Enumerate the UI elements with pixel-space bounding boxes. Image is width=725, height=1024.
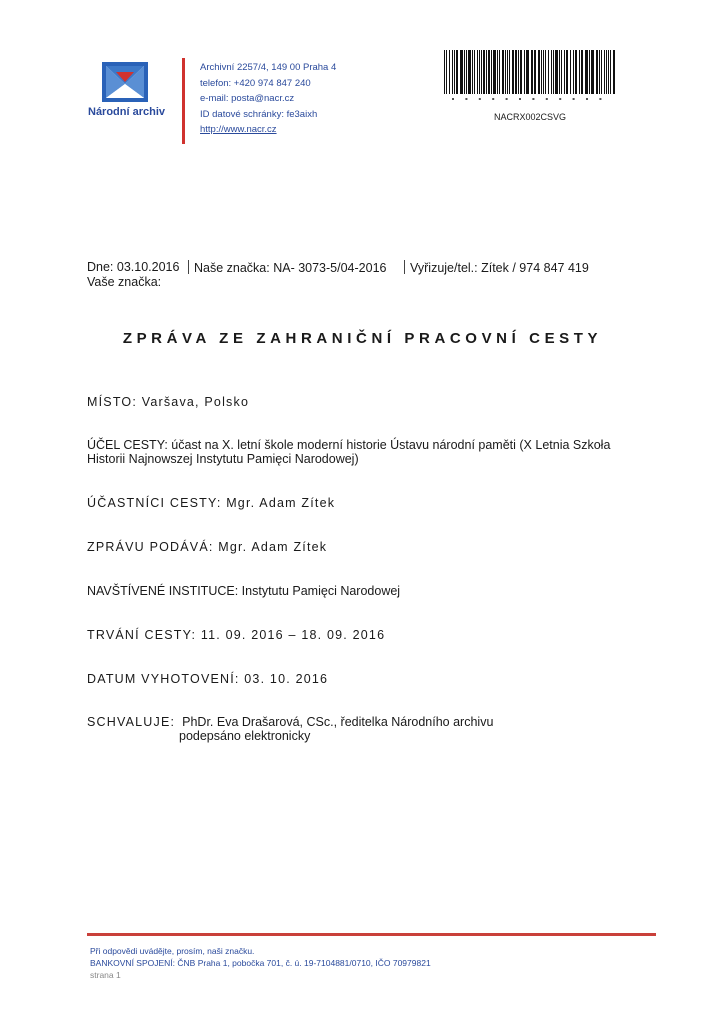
institutions-value: Instytutu Pamięci Narodowej xyxy=(241,584,401,598)
field-institutions xyxy=(87,584,400,598)
logo xyxy=(88,62,168,118)
field-approved xyxy=(87,715,493,743)
page-title: ZPRÁVA ZE ZAHRANIČNÍ PRACOVNÍ CESTY xyxy=(122,330,603,347)
meta-date: Dne: 03.10.2016 xyxy=(87,260,180,274)
reporter-value: Mgr. Adam Zítek xyxy=(218,540,328,554)
page-number: strana 1 xyxy=(90,970,121,980)
place-label: MÍSTO: xyxy=(87,395,138,409)
field-created xyxy=(87,672,328,686)
meta-our-ref xyxy=(188,260,386,275)
phone: telefon: +420 974 847 240 xyxy=(200,77,311,89)
our-ref-text: Naše značka: NA- 3073-5/04-2016 xyxy=(194,261,387,275)
field-duration xyxy=(87,628,385,642)
handler-text: Vyřizuje/tel.: Zítek / 974 847 419 xyxy=(410,261,589,275)
email: e-mail: posta@nacr.cz xyxy=(200,93,295,104)
meta-handler xyxy=(404,260,589,275)
field-reporter xyxy=(87,540,327,554)
address: Archivní 2257/4, 149 00 Praha 4 xyxy=(200,62,337,73)
created-label: DATUM VYHOTOVENÍ: xyxy=(87,672,240,686)
approved-label: SCHVALUJE: xyxy=(87,715,176,729)
databox-id: ID datové schránky: fe3aixh xyxy=(200,108,318,120)
field-participants xyxy=(87,496,335,510)
field-place xyxy=(87,395,249,409)
footer-divider xyxy=(87,933,656,936)
meta-your-ref: Vaše značka: xyxy=(87,275,162,289)
approved-line1: PhDr. Eva Drašarová, CSc., ředitelka Národního archivu xyxy=(182,715,494,729)
institutions-label: NAVŠTÍVENÉ INSTITUCE: xyxy=(87,584,239,598)
logo-text: Národní archiv xyxy=(88,106,166,118)
header-divider xyxy=(182,58,185,144)
purpose-line2: Historii Najnowszej Instytutu Pamięci Narodowej) xyxy=(87,452,359,466)
duration-value: 11. 09. 2016 – 18. 09. 2016 xyxy=(200,628,386,642)
archive-logo-icon xyxy=(102,62,148,102)
created-value: 03. 10. 2016 xyxy=(244,672,329,686)
place-value: Varšava, Polsko xyxy=(141,395,250,409)
reporter-label: ZPRÁVU PODÁVÁ: xyxy=(87,540,214,554)
contact-block xyxy=(200,60,336,138)
website-link[interactable]: http://www.nacr.cz xyxy=(200,124,277,135)
participants-value: Mgr. Adam Zítek xyxy=(226,496,336,510)
footer-bank-info: BANKOVNÍ SPOJENÍ: ČNB Praha 1, pobočka 701, č. ú. 19-7104881/0710, IČO 70979821 xyxy=(90,958,431,968)
duration-label: TRVÁNÍ CESTY: xyxy=(87,628,197,642)
participants-label: ÚČASTNÍCI CESTY: xyxy=(87,496,222,510)
field-purpose xyxy=(87,438,610,466)
approved-line2: podepsáno elektronicky xyxy=(179,729,311,743)
purpose-label: ÚČEL CESTY: xyxy=(87,438,168,452)
purpose-line1: účast na X. letní škole moderní historie Ústavu národní paměti (X Letnia Szkoła xyxy=(171,438,611,452)
footer-reference-note: Při odpovědi uvádějte, prosím, naši značku. xyxy=(90,946,255,956)
barcode-text: NACRX002CSVG xyxy=(493,112,567,122)
barcode-icon xyxy=(444,50,616,102)
